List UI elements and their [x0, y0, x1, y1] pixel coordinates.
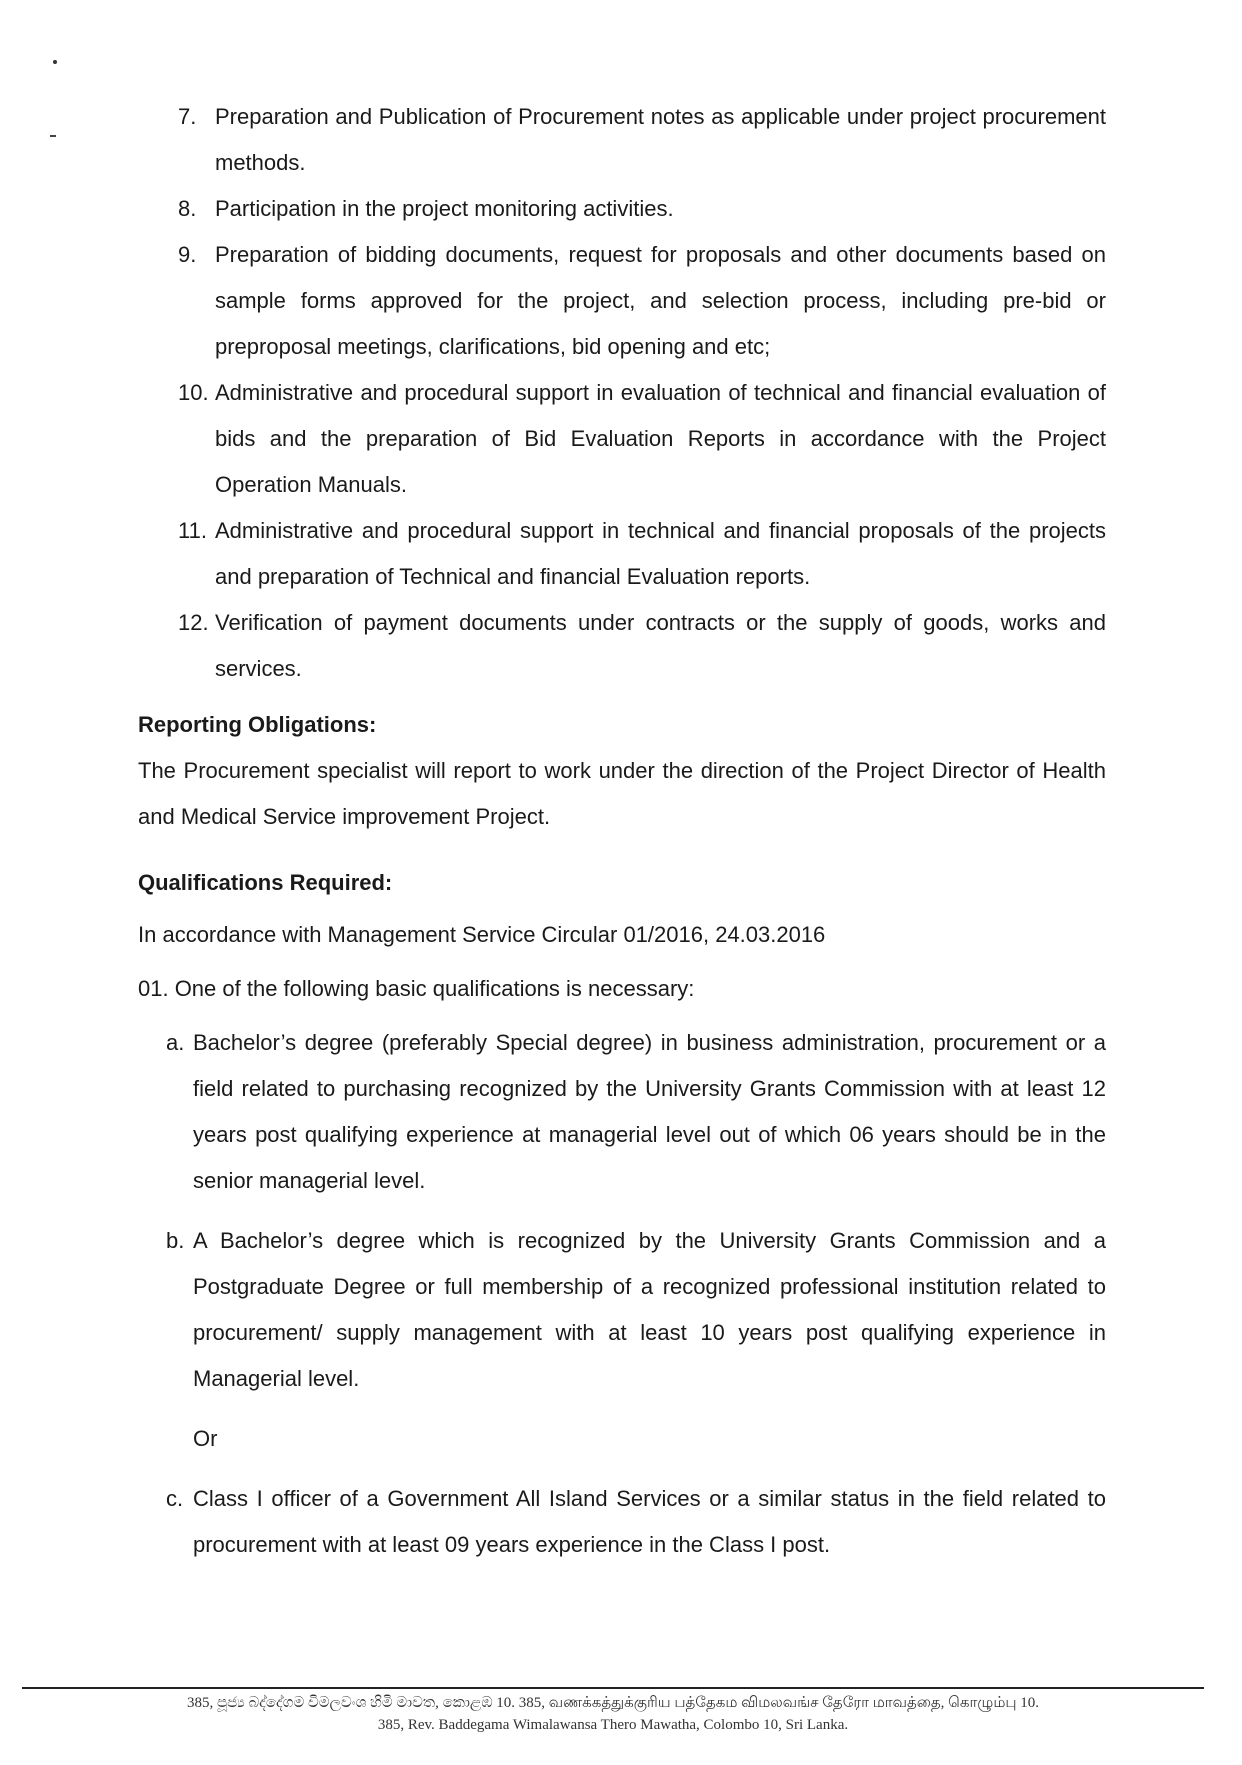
document-body — [138, 94, 1106, 1568]
task-number: 9. — [178, 242, 197, 267]
task-number: 7. — [178, 104, 197, 129]
or-separator: Or — [193, 1426, 218, 1451]
task-text: Preparation and Publication of Procurement notes as applicable under project procurement methods. — [215, 104, 1106, 175]
task-number: 12. — [178, 610, 209, 635]
task-number: 8. — [178, 196, 197, 221]
task-text: Administrative and procedural support in technical and financial proposals of the projects and preparation of Technical and financial Evaluation reports. — [215, 518, 1106, 589]
task-text: Administrative and procedural support in evaluation of technical and financial evaluation of bids and the preparation of Bid Evaluation Reports in accordance with the Project Operation Manuals. — [215, 380, 1106, 497]
footer-divider — [22, 1687, 1204, 1689]
qualifications-intro: 01. One of the following basic qualifications is necessary: — [138, 976, 695, 1001]
qualification-item-c — [138, 1476, 1106, 1568]
footer-address-english: 385, Rev. Baddegama Wimalawansa Thero Mawatha, Colombo 10, Sri Lanka. — [377, 1717, 849, 1733]
task-list — [138, 94, 1106, 692]
punch-mark — [53, 60, 57, 64]
circular-reference: In accordance with Management Service Circular 01/2016, 24.03.2016 — [138, 922, 826, 947]
footer-address-local: 385, පූජ්‍ය බද්දේගම විමලවංශ හිමි මාවත, කොළඹ 10. 385, வணக்கத்துக்குரிய பத்தேகம விமலவங்ச தேரோ மாவத்தை, கொழும்பு 10. — [186, 1695, 1040, 1711]
reporting-text: The Procurement specialist will report to work under the direction of the Project Director of Health and Medical Service improvement Project. — [138, 758, 1106, 829]
task-number: 11. — [178, 518, 207, 543]
task-item-12 — [138, 600, 1106, 692]
task-text: Preparation of bidding documents, request for proposals and other documents based on sample forms approved for the project, and selection process, including pre-bid or preproposal meetings, clarifications, bid opening and etc; — [215, 242, 1106, 359]
qualification-letter: c. — [166, 1486, 184, 1511]
qualification-item-b — [138, 1218, 1106, 1402]
task-text: Verification of payment documents under contracts or the supply of goods, works and services. — [215, 610, 1106, 681]
qualification-letter: a. — [166, 1030, 185, 1055]
task-item-9 — [138, 232, 1106, 370]
reporting-heading: Reporting Obligations: — [138, 712, 377, 737]
task-item-11 — [138, 508, 1106, 600]
qualification-item-a — [138, 1020, 1106, 1204]
scan-mark — [50, 135, 56, 137]
task-item-7 — [138, 94, 1106, 186]
task-number: 10. — [178, 380, 209, 405]
task-item-10 — [138, 370, 1106, 508]
qualification-letter: b. — [166, 1228, 185, 1253]
qualification-text: A Bachelor’s degree which is recognized by the University Grants Commission and a Postgraduate Degree or full membership of a recognized professional institution related to procurement/ supply management with at least 10 years post qualifying experience in Managerial level. — [193, 1228, 1106, 1391]
footer-address — [22, 1692, 1204, 1736]
qualification-text: Bachelor’s degree (preferably Special degree) in business administration, procurement or a field related to purchasing recognized by the University Grants Commission with at least 12 years post qualifying experience at managerial level out of which 06 years should be in the senior managerial level. — [193, 1030, 1106, 1193]
qualifications-heading: Qualifications Required: — [138, 870, 393, 895]
task-text: Participation in the project monitoring activities. — [215, 196, 674, 221]
task-item-8 — [138, 186, 1106, 232]
qualification-text: Class I officer of a Government All Island Services or a similar status in the field related to procurement with at least 09 years experience in the Class I post. — [193, 1486, 1106, 1557]
